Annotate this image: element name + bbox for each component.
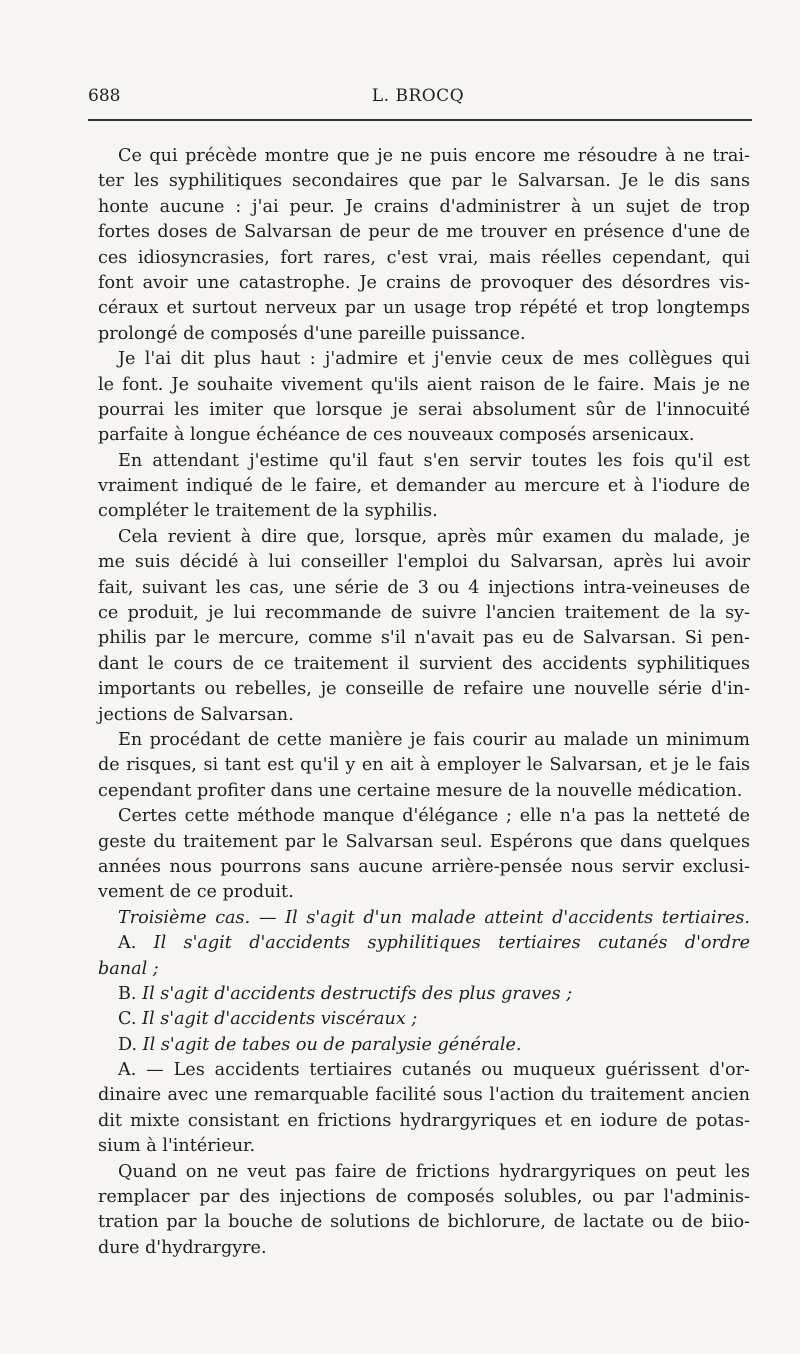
text-segment: Quand on ne veut pas faire de frictions hydrargyriques on peut les bbox=[118, 1161, 750, 1182]
text-line bbox=[98, 880, 750, 905]
italic-text: Il s'agit d'accidents destructifs des plus graves ; bbox=[142, 983, 573, 1004]
text-segment: honte aucune : j'ai peur. Je crains d'administrer à un sujet de trop bbox=[98, 196, 750, 217]
text-segment: remplacer par des injections de composés solubles, ou par l'adminis- bbox=[98, 1187, 750, 1208]
text-line bbox=[98, 779, 750, 804]
text-segment: Je l'ai dit plus haut : j'admire et j'envie ceux de mes collègues qui bbox=[118, 349, 750, 370]
text-segment: compléter le traitement de la syphilis. bbox=[98, 501, 438, 522]
text-line bbox=[98, 220, 750, 245]
text-line bbox=[98, 195, 750, 220]
text-line bbox=[98, 1160, 750, 1185]
text-line bbox=[98, 1058, 750, 1083]
running-head: L. BROCQ bbox=[371, 86, 465, 106]
text-line bbox=[98, 271, 750, 296]
text-segment: geste du traitement par le Salvarsan seul. Espérons que dans quelques bbox=[98, 831, 750, 852]
text-line bbox=[98, 322, 750, 347]
italic-text: Il s'agit d'un malade atteint d'accidents tertiaires. bbox=[285, 907, 750, 928]
text-segment: ces idiosyncrasies, fort rares, c'est vrai, mais réelles cependant, qui bbox=[98, 247, 750, 268]
text-line bbox=[98, 525, 750, 550]
text-segment: dant le cours de ce traitement il survient des accidents syphilitiques bbox=[98, 653, 750, 674]
text-line bbox=[98, 550, 750, 575]
text-segment: A. — Les accidents tertiaires cutanés ou muqueux guérissent d'or- bbox=[118, 1060, 750, 1081]
text-line bbox=[98, 804, 750, 829]
italic-text: Troisième cas. bbox=[118, 907, 251, 928]
italic-text: Il s'agit d'accidents syphilitiques tertiaires cutanés d'ordre bbox=[153, 933, 750, 954]
text-segment: fait, suivant les cas, une série de 3 ou 4 injections intra-veineuses de bbox=[98, 577, 750, 598]
text-segment: dure d'hydrargyre. bbox=[98, 1237, 267, 1258]
text-segment: prolongé de composés d'une pareille puissance. bbox=[98, 323, 526, 344]
text-segment: parfaite à longue échéance de ces nouveaux composés arsenicaux. bbox=[98, 425, 695, 446]
text-line bbox=[98, 1033, 750, 1058]
text-line bbox=[98, 753, 750, 778]
text-segment: font avoir une catastrophe. Je crains de provoquer des désordres vis- bbox=[98, 272, 750, 293]
text-line bbox=[98, 931, 750, 956]
text-segment: En procédant de cette manière je fais courir au malade un minimum bbox=[118, 729, 750, 750]
text-segment: vraiment indiqué de le faire, et demander au mercure et à l'iodure de bbox=[98, 476, 750, 497]
text-line bbox=[98, 576, 750, 601]
text-segment: jections de Salvarsan. bbox=[98, 704, 294, 725]
text-line bbox=[98, 246, 750, 271]
text-line bbox=[98, 474, 750, 499]
text-line bbox=[98, 1083, 750, 1108]
text-line bbox=[98, 1236, 750, 1261]
text-line bbox=[98, 1007, 750, 1032]
text-line bbox=[98, 1185, 750, 1210]
text-segment: de risques, si tant est qu'il y en ait à employer le Salvarsan, et je le fais bbox=[98, 755, 750, 776]
text-segment: céraux et surtout nerveux par un usage trop répété et trop longtemps bbox=[98, 298, 750, 319]
text-segment: importants ou rebelles, je conseille de refaire une nouvelle série d'in- bbox=[98, 679, 750, 700]
text-line bbox=[98, 296, 750, 321]
text-segment: tration par la bouche de solutions de bichlorure, de lactate ou de biio- bbox=[98, 1212, 750, 1233]
italic-text: Il s'agit d'accidents viscéraux ; bbox=[142, 1009, 418, 1030]
italic-text: banal ; bbox=[98, 958, 159, 979]
text-line bbox=[98, 144, 750, 169]
italic-text: Il s'agit de tabes ou de paralysie générale. bbox=[142, 1034, 522, 1055]
text-segment: philis par le mercure, comme s'il n'avait pas eu de Salvarsan. Si pen- bbox=[98, 628, 750, 649]
text-segment: Certes cette méthode manque d'élégance ; elle n'a pas la netteté de bbox=[118, 806, 750, 827]
text-segment: dit mixte consistant en frictions hydrargyriques et en iodure de potas- bbox=[98, 1110, 750, 1131]
text-segment: me suis décidé à lui conseiller l'emploi du Salvarsan, après lui avoir bbox=[98, 552, 750, 573]
text-line bbox=[98, 957, 750, 982]
text-line bbox=[98, 652, 750, 677]
text-line bbox=[98, 830, 750, 855]
text-line bbox=[98, 982, 750, 1007]
header-rule bbox=[88, 119, 752, 121]
text-line bbox=[98, 728, 750, 753]
text-line bbox=[98, 347, 750, 372]
page-number: 688 bbox=[88, 86, 121, 106]
text-line bbox=[98, 906, 750, 931]
text-segment: C. bbox=[118, 1009, 143, 1030]
text-line bbox=[98, 677, 750, 702]
text-segment: fortes doses de Salvarsan de peur de me trouver en présence d'une de bbox=[98, 222, 750, 243]
text-segment: cependant profiter dans une certaine mesure de la nouvelle médication. bbox=[98, 780, 743, 801]
text-segment: années nous pourrons sans aucune arrière-pensée nous servir exclusi- bbox=[98, 856, 750, 877]
text-line bbox=[98, 449, 750, 474]
text-segment: ter les syphilitiques secondaires que par le Salvarsan. Je le dis sans bbox=[98, 171, 750, 192]
text-line bbox=[98, 1210, 750, 1235]
text-line bbox=[98, 626, 750, 651]
text-segment: B. bbox=[118, 983, 143, 1004]
text-segment: A. bbox=[118, 933, 154, 954]
text-segment: ce produit, je lui recommande de suivre l'ancien traitement de la sy- bbox=[98, 603, 750, 624]
text-line bbox=[98, 373, 750, 398]
text-segment: le font. Je souhaite vivement qu'ils aient raison de le faire. Mais je ne bbox=[98, 374, 750, 395]
text-line bbox=[98, 499, 750, 524]
text-line bbox=[98, 1109, 750, 1134]
text-line bbox=[98, 398, 750, 423]
text-line bbox=[98, 855, 750, 880]
text-segment: dinaire avec une remarquable facilité sous l'action du traitement ancien bbox=[98, 1085, 750, 1106]
text-segment: pourrai les imiter que lorsque je serai absolument sûr de l'innocuité bbox=[98, 399, 750, 420]
text-line bbox=[98, 1134, 750, 1159]
text-line bbox=[98, 169, 750, 194]
text-segment: vement de ce produit. bbox=[98, 882, 294, 903]
text-segment: — bbox=[250, 907, 286, 928]
body-text bbox=[98, 144, 750, 1261]
text-line bbox=[98, 703, 750, 728]
text-segment: En attendant j'estime qu'il faut s'en servir toutes les fois qu'il est bbox=[118, 450, 750, 471]
text-line bbox=[98, 423, 750, 448]
text-line bbox=[98, 601, 750, 626]
text-segment: Cela revient à dire que, lorsque, après mûr examen du malade, je bbox=[118, 526, 750, 547]
text-segment: Ce qui précède montre que je ne puis encore me résoudre à ne trai- bbox=[118, 146, 750, 166]
text-segment: D. bbox=[118, 1034, 143, 1055]
text-segment: sium à l'intérieur. bbox=[98, 1136, 256, 1157]
